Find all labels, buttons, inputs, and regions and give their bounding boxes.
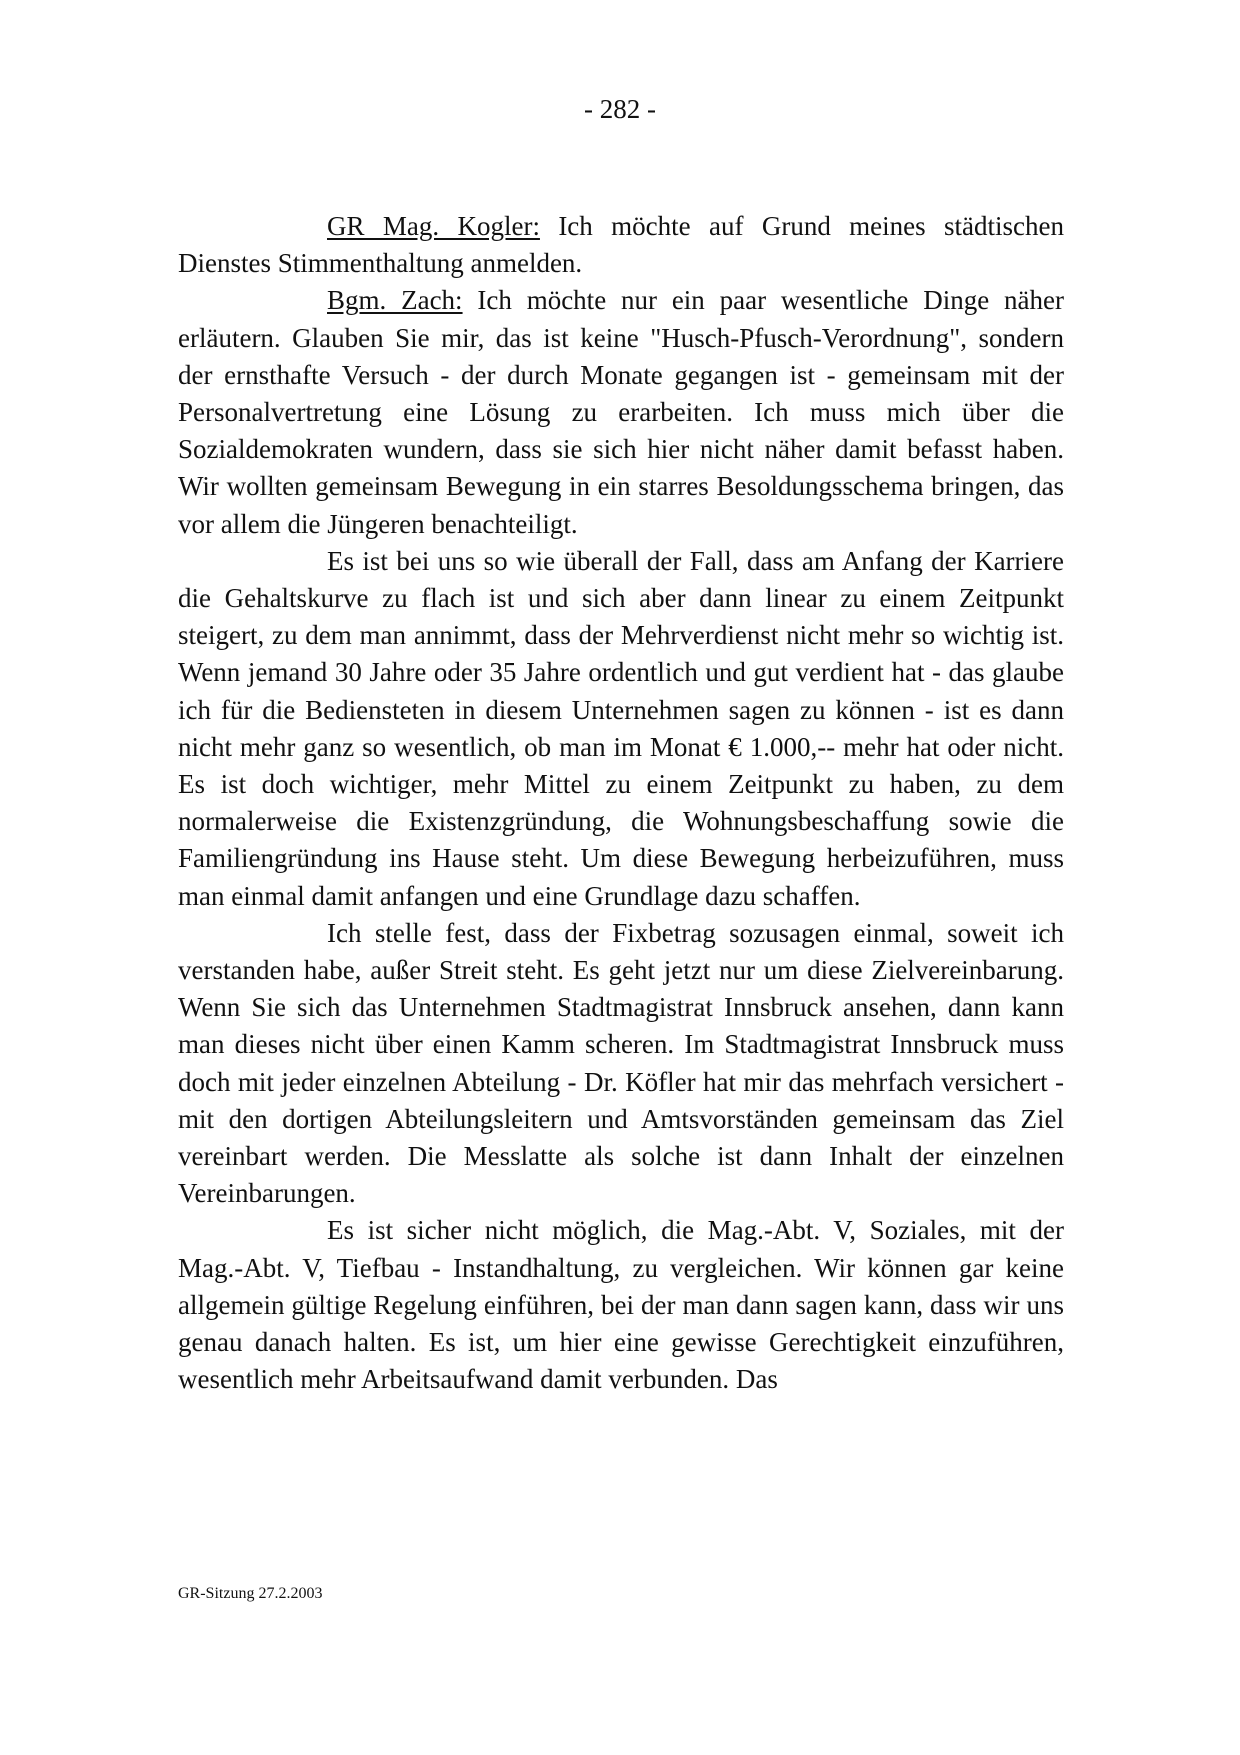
page-number: - 282 -: [584, 94, 656, 124]
paragraph-regelung: [178, 1212, 1064, 1398]
document-body: [178, 208, 1064, 1399]
paragraph-gehaltskurve: [178, 543, 1064, 915]
footer-session-label: GR-Sitzung 27.2.2003: [178, 1585, 323, 1602]
speaker-name: GR Mag. Kogler:: [327, 211, 540, 241]
paragraph-text: Ich möchte nur ein paar wesentliche Dinge näher erläutern. Glauben Sie mir, das ist keine "Husch-Pfusch-Verordnung", sondern der ernsthafte Versuch - der durch Monate gegangen ist - gemeinsam mit der Personalvertretung eine Lösung zu erarbeiten. Ich muss mich über die Sozialdemokraten wundern, dass sie sich hier nicht näher damit befasst haben. Wir wollten gemeinsam Bewegung in ein starres Besoldungsschema bringen, das vor allem die Jüngeren benachteiligt.: [178, 285, 1064, 539]
paragraph-text: Ich möchte auf Grund meines städtischen Dienstes Stimmenthaltung anmelden.: [178, 211, 1064, 279]
speaker-name: Bgm. Zach:: [327, 285, 463, 316]
paragraph-text: Es ist sicher nicht möglich, die Mag.-Abt. V, Soziales, mit der Mag.-Abt. V, Tiefbau - Instandhaltung, zu vergleichen. Wir können gar keine allgemein gültige Regelung einführen, bei der man dann sagen kann, dass wir uns genau danach halten. Es ist, um hier eine gewisse Gerechtigkeit einzuführen, wesentlich mehr Arbeitsaufwand damit verbunden. Das: [178, 1215, 1064, 1395]
paragraph-zach: [178, 282, 1064, 542]
paragraph-text: Es ist bei uns so wie überall der Fall, dass am Anfang der Karriere die Gehaltskurve zu flach ist und sich aber dann linear zu einem Zeitpunkt steigert, zu dem man annimmt, dass der Mehrverdienst nicht mehr so wichtig ist. Wenn jemand 30 Jahre oder 35 Jahre ordentlich und gut verdient hat - das glaube ich für die Bediensteten in diesem Unternehmen sagen zu können - ist es dann nicht mehr ganz so wesentlich, ob man im Monat € 1.000,-- mehr hat oder nicht. Es ist doch wichtiger, mehr Mittel zu einem Zeitpunkt zu haben, zu dem normalerweise die Existenzgründung, die Wohnungsbeschaffung sowie die Familiengründung ins Hause steht. Um diese Bewegung herbeizuführen, muss man einmal damit anfangen und eine Grundlage dazu schaffen.: [178, 545, 1064, 911]
paragraph-text: Ich stelle fest, dass der Fixbetrag sozusagen einmal, soweit ich verstanden habe, außer Streit steht. Es geht jetzt nur um diese Zielvereinbarung. Wenn Sie sich das Unternehmen Stadtmagistrat Innsbruck ansehen, dann kann man dieses nicht über einen Kamm scheren. Im Stadtmagistrat Innsbruck muss doch mit jeder einzelnen Abteilung - Dr. Köfler hat mir das mehrfach versichert - mit den dortigen Abteilungsleitern und Amtsvorständen gemeinsam das Ziel vereinbart werden. Die Messlatte als solche ist dann Inhalt der einzelnen Vereinbarungen.: [178, 917, 1064, 1209]
paragraph-kogler: [178, 208, 1064, 282]
paragraph-zielvereinbarung: [178, 915, 1064, 1213]
